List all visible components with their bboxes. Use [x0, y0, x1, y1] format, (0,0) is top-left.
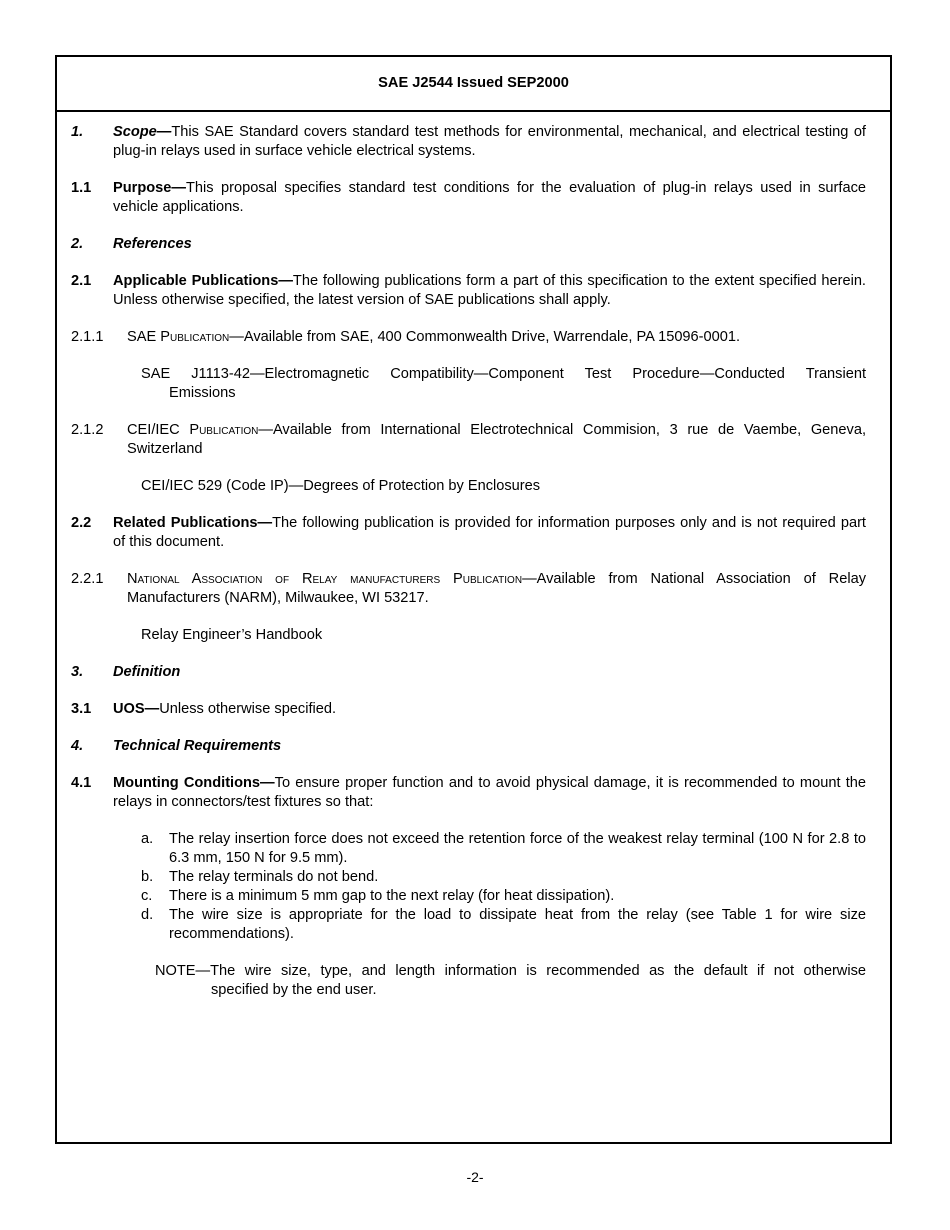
section-text: —Available from National Association of Relay Manufacturers (NARM), Milwaukee, WI 53217. — [127, 571, 866, 606]
section-number: 3. — [71, 664, 84, 680]
section-2-1-1 — [71, 328, 866, 347]
wire-size-note — [155, 962, 866, 1000]
section-text: This proposal specifies standard test conditions for the evaluation of plug-in relays used in surface vehicle applications. — [113, 180, 866, 215]
section-heading: UOS— — [113, 701, 160, 717]
document-header — [57, 57, 890, 112]
section-number: 1.1 — [71, 180, 92, 196]
reference-line-1: SAE J1113-42—Electromagnetic Compatibility—Component Test Procedure—Conducted Transient — [141, 366, 866, 382]
section-3 — [71, 663, 866, 682]
page-frame — [55, 55, 892, 1144]
list-item-label: c. — [141, 888, 153, 904]
list-item — [141, 830, 866, 868]
reference-line-2: Emissions — [169, 385, 236, 401]
section-2-2 — [71, 514, 866, 552]
section-heading: Scope— — [113, 124, 172, 140]
section-text: —Available from SAE, 400 Commonwealth Drive, Warrendale, PA 15096-0001. — [229, 329, 741, 345]
section-number: 4.1 — [71, 775, 92, 791]
note-line-2: specified by the end user. — [211, 982, 377, 998]
list-item-text: The relay insertion force does not exceed the retention force of the weakest relay terminal (100 N for 2.8 to 6.3 mm, 150 N for 9.5 mm). — [169, 831, 866, 866]
reference-iec529 — [71, 477, 866, 496]
list-item-text: The wire size is appropriate for the load to dissipate heat from the relay (see Table 1 for wire size recommendations). — [169, 907, 866, 942]
section-number: 4. — [71, 738, 84, 754]
section-heading: References — [113, 236, 192, 252]
list-item-text: The relay terminals do not bend. — [169, 869, 379, 885]
list-item — [141, 868, 866, 887]
publication-label-prefix: SAE P — [127, 329, 170, 345]
section-number: 2.1.2 — [71, 422, 104, 438]
section-text: The following publications form a part of this specification to the extent specified herein. Unless otherwise specified, the latest version of SAE publications shall apply. — [113, 273, 866, 308]
section-text: To ensure proper function and to avoid physical damage, it is recommended to mount the relays in connectors/test fixtures so that: — [113, 775, 866, 810]
document-body — [71, 123, 866, 1018]
list-item-label: a. — [141, 831, 154, 847]
section-number: 2. — [71, 236, 84, 252]
section-number: 2.2 — [71, 515, 92, 531]
list-item-label: b. — [141, 869, 154, 885]
publication-label-suffix: ublication — [170, 329, 230, 345]
section-1-1 — [71, 179, 866, 217]
section-heading: Definition — [113, 664, 181, 680]
section-text: The following publication is provided for information purposes only and is not required part of this document. — [113, 515, 866, 550]
document-title: SAE J2544 Issued SEP2000 — [378, 75, 569, 91]
section-number: 2.2.1 — [71, 571, 104, 587]
page-number: -2- — [466, 1169, 484, 1185]
publication-label-prefix: CEI/IEC P — [127, 422, 200, 438]
section-2-2-1 — [71, 570, 866, 608]
note-line-1: NOTE—The wire size, type, and length information is recommended as the default if not otherwise — [155, 963, 866, 979]
reference-j1113 — [71, 365, 866, 403]
list-item-text: There is a minimum 5 mm gap to the next relay (for heat dissipation). — [169, 888, 615, 904]
section-text: Unless otherwise specified. — [159, 701, 337, 717]
mounting-conditions-list — [141, 830, 866, 944]
list-item-label: d. — [141, 907, 154, 923]
publication-label: National Association of Relay manufacturers Publication — [127, 571, 523, 587]
section-1 — [71, 123, 866, 161]
section-number: 2.1 — [71, 273, 92, 289]
section-heading: Mounting Conditions— — [113, 775, 275, 791]
section-4 — [71, 737, 866, 756]
reference-text: Relay Engineer’s Handbook — [141, 627, 323, 643]
publication-label-suffix: ublication — [199, 422, 259, 438]
section-heading: Technical Requirements — [113, 738, 282, 754]
section-text: —Available from International Electrotechnical Commision, 3 rue de Vaembe, Geneva, Switzerland — [127, 422, 866, 457]
section-heading: Purpose— — [113, 180, 186, 196]
section-2-1-2 — [71, 421, 866, 459]
section-number: 2.1.1 — [71, 329, 104, 345]
section-heading: Related Publications— — [113, 515, 273, 531]
reference-text: CEI/IEC 529 (Code IP)—Degrees of Protection by Enclosures — [141, 478, 541, 494]
section-number: 3.1 — [71, 701, 92, 717]
section-2 — [71, 235, 866, 254]
section-2-1 — [71, 272, 866, 310]
reference-handbook — [71, 626, 866, 645]
section-heading: Applicable Publications— — [113, 273, 293, 289]
section-text: This SAE Standard covers standard test methods for environmental, mechanical, and electrical testing of plug-in relays used in surface vehicle electrical systems. — [113, 124, 866, 159]
section-number: 1. — [71, 124, 84, 140]
section-3-1 — [71, 700, 866, 719]
list-item — [141, 906, 866, 944]
list-item — [141, 887, 866, 906]
section-4-1 — [71, 774, 866, 812]
